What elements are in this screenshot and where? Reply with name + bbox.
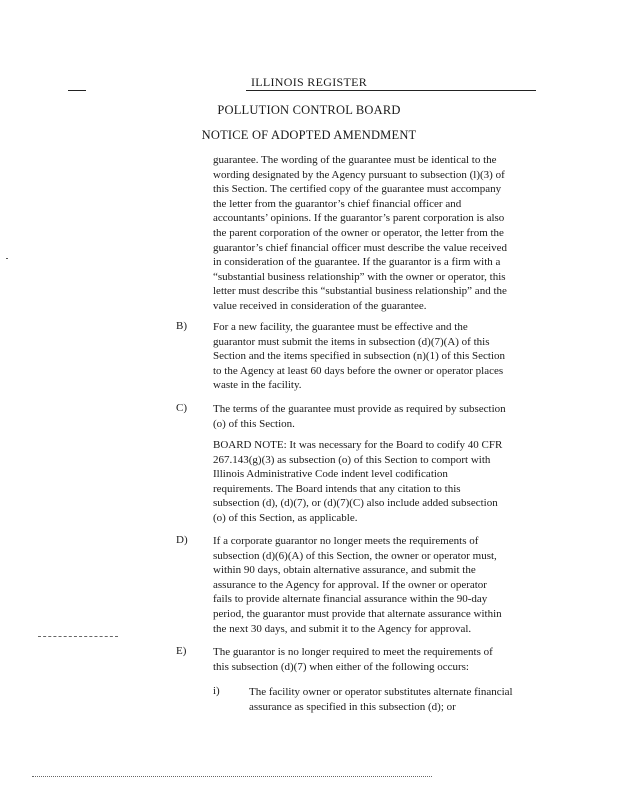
text-line: the letter from the guarantor’s chief financial officer and — [213, 197, 462, 210]
header-rule — [246, 90, 536, 91]
text-line: guarantor must submit the items in subsection (d)(7)(A) of this — [213, 335, 490, 348]
item-d-label: D) — [176, 534, 188, 546]
subitem-i-text — [249, 685, 513, 714]
text-line: the parent corporation of the owner or operator, the letter from the — [213, 226, 504, 239]
item-d-text — [213, 534, 502, 636]
text-line: 267.143(g)(3) as subsection (o) of this Section to comport with — [213, 453, 491, 466]
text-line: requirements. The Board intends that any citation to this — [213, 482, 461, 495]
text-line: fails to provide alternate financial assurance within the 90-day — [213, 593, 488, 606]
text-line: The terms of the guarantee must provide as required by subsection — [213, 403, 506, 415]
continuation-paragraph — [213, 153, 507, 314]
text-line: If a corporate guarantor no longer meets the requirements of — [213, 535, 479, 547]
text-line: subsection (d), (d)(7), or (d)(7)(C) also include added subsection — [213, 497, 498, 510]
item-c-text — [213, 402, 506, 431]
text-line: this Section. The certified copy of the guarantee must accompany — [213, 183, 502, 196]
text-line: (o) of this Section, as applicable. — [213, 511, 358, 524]
text-line: The guarantor is no longer required to meet the requirements of — [213, 646, 493, 658]
text-line: period, the guarantor must provide that alternate assurance within — [213, 607, 502, 620]
text-line: subsection (d)(6)(A) of this Section, the owner or operator must, — [213, 549, 497, 562]
text-line: The facility owner or operator substitutes alternate financial — [249, 686, 513, 698]
item-b-label: B) — [176, 320, 187, 332]
text-line: guarantee. The wording of the guarantee must be identical to the — [213, 154, 497, 166]
text-line: BOARD NOTE: It was necessary for the Board to codify 40 CFR — [213, 439, 503, 451]
text-line: For a new facility, the guarantee must be effective and the — [213, 321, 468, 333]
scan-mark-bottom — [32, 776, 432, 777]
board-note — [213, 438, 502, 526]
text-line: “substantial business relationship” with the owner or operator, this — [213, 270, 506, 283]
item-e-label: E) — [176, 645, 187, 657]
text-line: this subsection (d)(7) when either of the following occurs: — [213, 660, 469, 673]
scan-mark-left — [38, 636, 118, 637]
text-line: Section and the items specified in subsection (n)(1) of this Section — [213, 350, 506, 363]
board-name: POLLUTION CONTROL BOARD — [217, 103, 401, 117]
item-b-text — [213, 320, 505, 393]
text-line: (o) of this Section. — [213, 417, 295, 430]
subitem-i-label: i) — [213, 685, 220, 697]
item-c-label: C) — [176, 402, 187, 414]
text-line: value received in consideration of the guarantee. — [213, 299, 427, 312]
text-line: letter must describe this “substantial business relationship” and the — [213, 285, 507, 298]
text-line: assurance to the Agency for approval. If the owner or operator — [213, 578, 487, 591]
text-line: accountants’ opinions. If the guarantor’s parent corporation is also — [213, 212, 505, 225]
text-line: guarantor’s chief financial officer must describe the value received — [213, 241, 508, 254]
text-line: waste in the facility. — [213, 379, 302, 392]
header-rule-left — [68, 90, 86, 91]
scan-speck — [6, 258, 8, 259]
text-line: assurance as specified in this subsection (d); or — [249, 700, 456, 713]
text-line: to the Agency at least 60 days before the owner or operator places — [213, 364, 504, 377]
text-line: Illinois Administrative Code indent level codification — [213, 468, 448, 481]
text-line: within 90 days, obtain alternative assurance, and submit the — [213, 564, 476, 577]
text-line: wording designated by the Agency pursuant to subsection (l)(3) of — [213, 168, 505, 181]
text-line: in consideration of the guarantee. If the guarantor is a firm with a — [213, 256, 501, 269]
register-title: ILLINOIS REGISTER — [250, 75, 368, 89]
item-e-text — [213, 645, 493, 674]
notice-title: NOTICE OF ADOPTED AMENDMENT — [201, 128, 417, 142]
text-line: the next 30 days, and submit it to the Agency for approval. — [213, 622, 472, 635]
